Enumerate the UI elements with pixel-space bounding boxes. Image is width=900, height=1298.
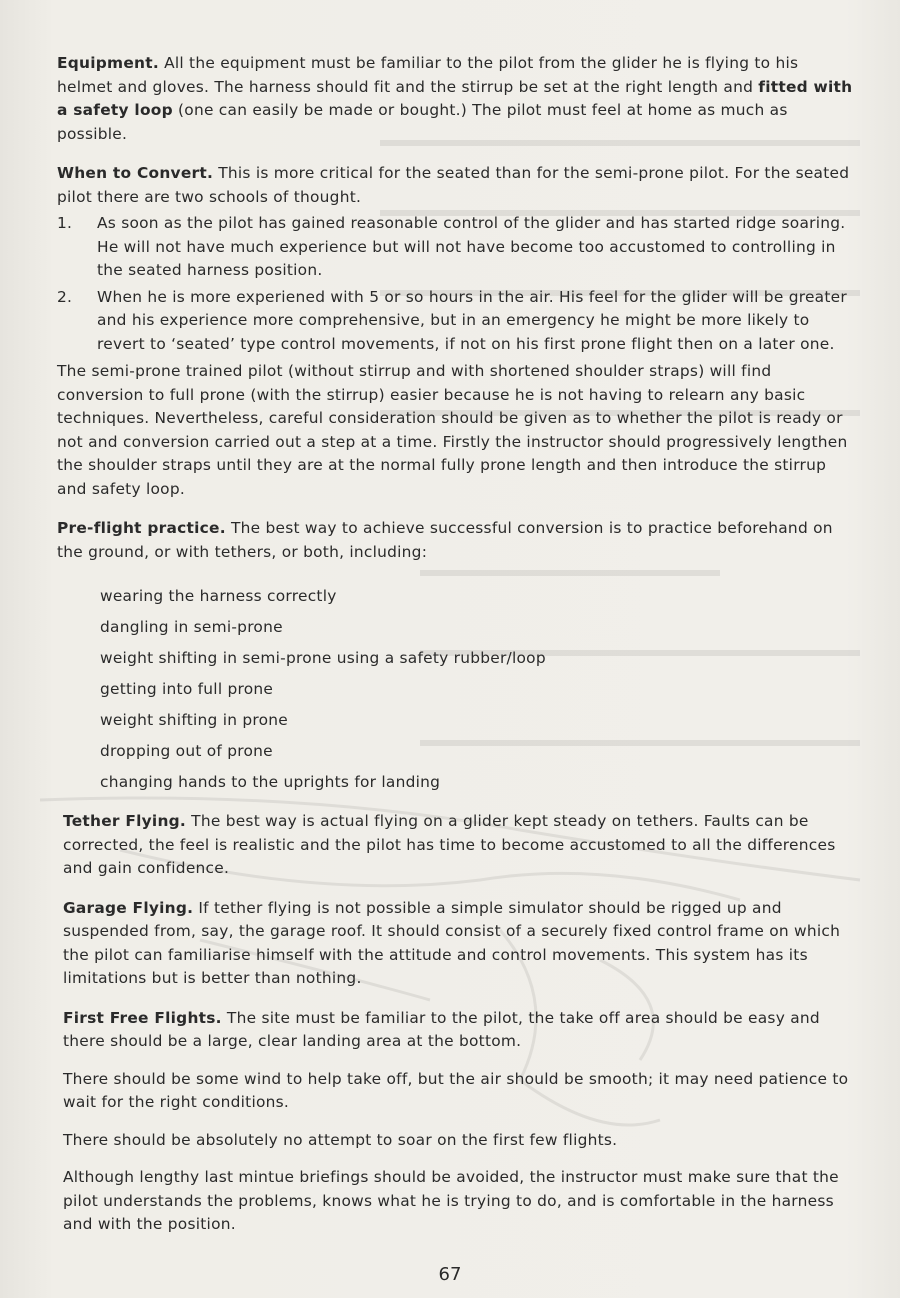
first-flights-paragraph bbox=[63, 1007, 857, 1054]
first-flights-text: The site must be familiar to the pilot, the take off area should be easy and there should be a large, clear landing area at the bottom. bbox=[63, 1008, 820, 1050]
tether-paragraph bbox=[63, 810, 857, 881]
practice-item: changing hands to the uprights for landing bbox=[100, 773, 441, 791]
garage-paragraph bbox=[63, 897, 857, 991]
preflight-paragraph bbox=[57, 517, 857, 564]
equipment-heading: Equipment. bbox=[57, 54, 159, 72]
list-item bbox=[57, 286, 857, 357]
list-item-number: 1. bbox=[57, 214, 73, 232]
convert-paragraph bbox=[57, 162, 857, 209]
practice-item: getting into full prone bbox=[100, 680, 274, 698]
practice-item: weight shifting in semi-prone using a safety rubber/loop bbox=[100, 649, 546, 667]
equipment-text-end: (one can easily be made or bought.) The pilot must feel at home as much as possible. bbox=[57, 101, 788, 143]
convert-heading: When to Convert. bbox=[57, 164, 214, 182]
list-item-text: As soon as the pilot has gained reasonable control of the glider and has started ridge soaring. He will not have much experience but will not have become too accustomed to controlling in the seated harness position. bbox=[97, 214, 846, 279]
tether-heading: Tether Flying. bbox=[63, 812, 187, 830]
list-item-text: When he is more experiened with 5 or so hours in the air. His feel for the glider will be greater and his experience more comprehensive, but in an emergency he might be more likely to revert to ‘seated’ type control movements, if not on his first prone flight then on a later one. bbox=[97, 287, 847, 353]
first-flights-heading: First Free Flights. bbox=[63, 1008, 222, 1027]
equipment-text: All the equipment must be familiar to the pilot from the glider he is flying to his helmet and gloves. The harness should fit and the stirrup be set at the right length and bbox=[57, 54, 799, 96]
garage-heading: Garage Flying. bbox=[63, 898, 194, 917]
list-item bbox=[57, 212, 857, 283]
convert-text: This is more critical for the seated than for the semi-prone pilot. For the seated pilot there are two schools of thought. bbox=[57, 164, 850, 206]
tether-text: The best way is actual flying on a glider kept steady on tethers. Faults can be corrected, the feel is realistic and the pilot has time to become accustomed to all the differences and gain confidence. bbox=[63, 812, 836, 877]
page-number: 67 bbox=[438, 1264, 462, 1285]
practice-item: dangling in semi-prone bbox=[100, 618, 283, 636]
practice-list bbox=[100, 581, 857, 798]
semi-prone-paragraph: The semi-prone trained pilot (without stirrup and with shortened shoulder straps) will find conversion to full prone (with the stirrup) easier because he is not having to relearn any basic techniques. Nevertheless, careful consideration should be given as to whether the pilot is ready or not and conversion carried out a step at a time. Firstly the instructor should progressively lengthen the shoulder straps until they are at the normal fully prone length and then introduce the stirrup and safety loop. bbox=[57, 362, 848, 498]
equipment-bold-text: fitted with a safety loop bbox=[57, 77, 853, 119]
practice-item: dropping out of prone bbox=[100, 742, 273, 760]
equipment-paragraph bbox=[57, 52, 857, 146]
garage-text: If tether flying is not possible a simple simulator should be rigged up and suspended from, say, the garage roof. It should consist of a securely fixed control frame on which the pilot can familiarise himself with the attitude and control movements. This system has its limitations but is better than nothing. bbox=[63, 898, 841, 987]
page-body bbox=[57, 52, 857, 1237]
preflight-heading: Pre-flight practice. bbox=[57, 519, 226, 537]
list-item-number: 2. bbox=[57, 287, 73, 306]
wind-paragraph: There should be some wind to help take off, but the air should be smooth; it may need patience to wait for the right conditions. bbox=[63, 1069, 849, 1111]
no-soar-paragraph: There should be absolutely no attempt to soar on the first few flights. bbox=[63, 1130, 618, 1149]
practice-item: weight shifting in prone bbox=[100, 711, 289, 729]
preflight-text: The best way to achieve successful conversion is to practice beforehand on the ground, or with tethers, or both, including: bbox=[57, 519, 833, 561]
practice-item: wearing the harness correctly bbox=[100, 587, 337, 605]
briefing-paragraph: Although lengthy last mintue briefings should be avoided, the instructor must make sure that the pilot understands the problems, knows what he is trying to do, and is comfortable in the harness and with the position. bbox=[63, 1168, 839, 1233]
